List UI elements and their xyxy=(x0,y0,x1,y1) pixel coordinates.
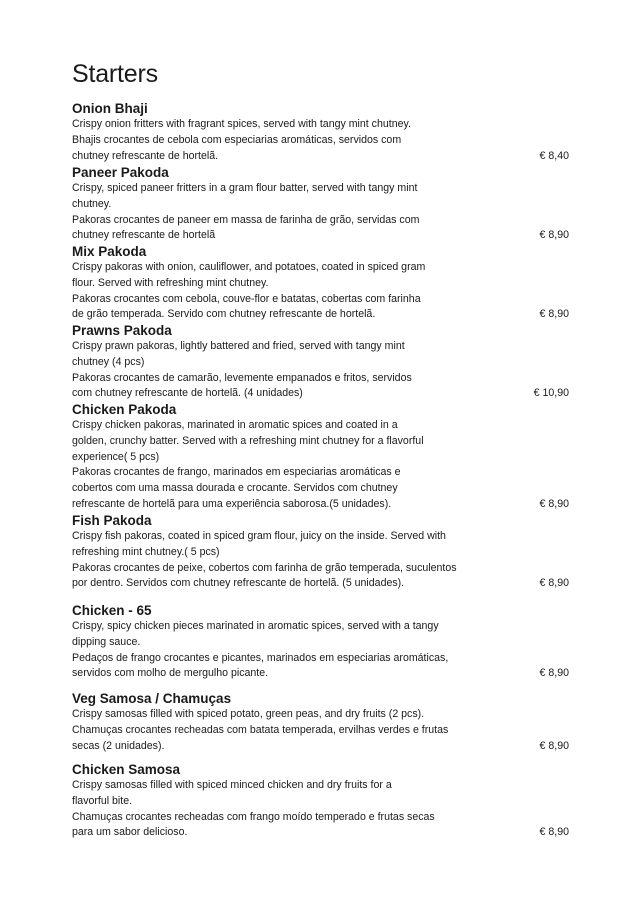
item-description: secas (2 unidades). xyxy=(72,739,165,752)
menu-item-veg-samosa xyxy=(72,691,572,754)
menu-item-chicken-pakoda xyxy=(72,402,572,513)
item-last-line xyxy=(72,228,572,244)
item-description: refreshing mint chutney.( 5 pcs) xyxy=(72,545,220,558)
item-description: Crispy fish pakoras, coated in spiced gram flour, juicy on the inside. Served with xyxy=(72,530,446,542)
item-description: flavorful bite. xyxy=(72,794,133,807)
item-description: cobertos com uma massa dourada e crocante. Servidos com chutney xyxy=(72,482,398,495)
item-last-line xyxy=(72,307,572,323)
item-price: € 8,40 xyxy=(539,149,569,162)
item-name: Prawns Pakoda xyxy=(72,323,172,338)
item-description: Pakoras crocantes com cebola, couve-flor e batatas, cobertas com farinha xyxy=(72,292,421,305)
item-description: Crispy samosas filled with spiced minced chicken and dry fruits for a xyxy=(72,779,392,791)
item-name: Veg Samosa / Chamuças xyxy=(72,691,232,706)
item-description: Pakoras crocantes de frango, marinados em especiarias aromáticas e xyxy=(72,466,401,479)
item-last-line xyxy=(72,497,572,513)
item-last-line xyxy=(72,149,572,165)
item-description: por dentro. Servidos com chutney refrescante de hortelã. (5 unidades). xyxy=(72,577,405,590)
item-last-line xyxy=(72,739,572,755)
item-name: Onion Bhaji xyxy=(72,101,148,116)
item-description: Crispy samosas filled with spiced potato, green peas, and dry fruits (2 pcs). xyxy=(72,708,425,720)
item-description: Chamuças crocantes recheadas com batata temperada, ervilhas verdes e frutas xyxy=(72,723,449,736)
item-description: com chutney refrescante de hortelã. (4 unidades) xyxy=(72,387,303,400)
item-description: de grão temperada. Servido com chutney refrescante de hortelã. xyxy=(72,308,376,321)
item-name: Chicken - 65 xyxy=(72,603,152,618)
item-description: Bhajis crocantes de cebola com especiarias aromáticas, servidos com xyxy=(72,133,402,146)
menu-item-paneer-pakoda xyxy=(72,165,572,244)
menu-item-fish-pakoda xyxy=(72,513,572,592)
item-description: chutney refrescante de hortelã. xyxy=(72,149,219,162)
item-description: chutney. xyxy=(72,197,112,210)
item-name: Mix Pakoda xyxy=(72,244,147,259)
item-last-line xyxy=(72,576,572,592)
item-description: Crispy onion fritters with fragrant spices, served with tangy mint chutney. xyxy=(72,118,411,130)
item-description: para um sabor delicioso. xyxy=(72,826,188,839)
item-price: € 8,90 xyxy=(539,577,569,590)
item-price: € 8,90 xyxy=(539,667,569,680)
item-description: chutney refrescante de hortelã xyxy=(72,229,216,242)
item-description: Chamuças crocantes recheadas com frango moído temperado e frutas secas xyxy=(72,810,435,823)
item-price: € 8,90 xyxy=(539,826,569,839)
item-price: € 10,90 xyxy=(533,387,569,400)
item-description: servidos com molho de mergulho picante. xyxy=(72,667,269,680)
item-description: Crispy, spiced paneer fritters in a gram flour batter, served with tangy mint xyxy=(72,182,418,194)
menu-item-chicken-samosa xyxy=(72,762,572,841)
item-last-line xyxy=(72,666,572,682)
item-description: flour. Served with refreshing mint chutney. xyxy=(72,276,269,289)
item-price: € 8,90 xyxy=(539,229,569,242)
item-name: Chicken Samosa xyxy=(72,762,181,777)
item-description: Crispy, spicy chicken pieces marinated in aromatic spices, served with a tangy xyxy=(72,620,439,632)
item-last-line xyxy=(72,386,572,402)
item-name: Paneer Pakoda xyxy=(72,165,169,180)
item-description: Crispy prawn pakoras, lightly battered and fried, served with tangy mint xyxy=(72,340,405,352)
item-description: refrescante de hortelã para uma experiência saborosa.(5 unidades). xyxy=(72,497,392,510)
item-name: Fish Pakoda xyxy=(72,513,152,528)
item-price: € 8,90 xyxy=(539,739,569,752)
section-title: Starters xyxy=(72,60,158,88)
menu-item-onion-bhaji xyxy=(72,101,572,164)
item-description: Pakoras crocantes de paneer em massa de farinha de grão, servidas com xyxy=(72,213,420,226)
item-last-line xyxy=(72,825,572,841)
item-price: € 8,90 xyxy=(539,308,569,321)
item-description: dipping sauce. xyxy=(72,635,141,648)
menu-item-mix-pakoda xyxy=(72,244,572,323)
menu-item-chicken-65 xyxy=(72,603,572,682)
item-description: Pakoras crocantes de peixe, cobertos com farinha de grão temperada, suculentos xyxy=(72,561,457,574)
item-description: Crispy chicken pakoras, marinated in aromatic spices and coated in a xyxy=(72,419,398,431)
item-name: Chicken Pakoda xyxy=(72,402,177,417)
item-description: Crispy pakoras with onion, cauliflower, and potatoes, coated in spiced gram xyxy=(72,261,426,273)
item-price: € 8,90 xyxy=(539,497,569,510)
item-description: golden, crunchy batter. Served with a refreshing mint chutney for a flavorful xyxy=(72,434,424,447)
item-description: Pakoras crocantes de camarão, levemente empanados e fritos, servidos xyxy=(72,371,412,384)
item-description: chutney (4 pcs) xyxy=(72,355,145,368)
item-description: experience( 5 pcs) xyxy=(72,450,160,463)
menu-item-prawns-pakoda xyxy=(72,323,572,402)
item-description: Pedaços de frango crocantes e picantes, marinados em especiarias aromáticas, xyxy=(72,651,449,664)
